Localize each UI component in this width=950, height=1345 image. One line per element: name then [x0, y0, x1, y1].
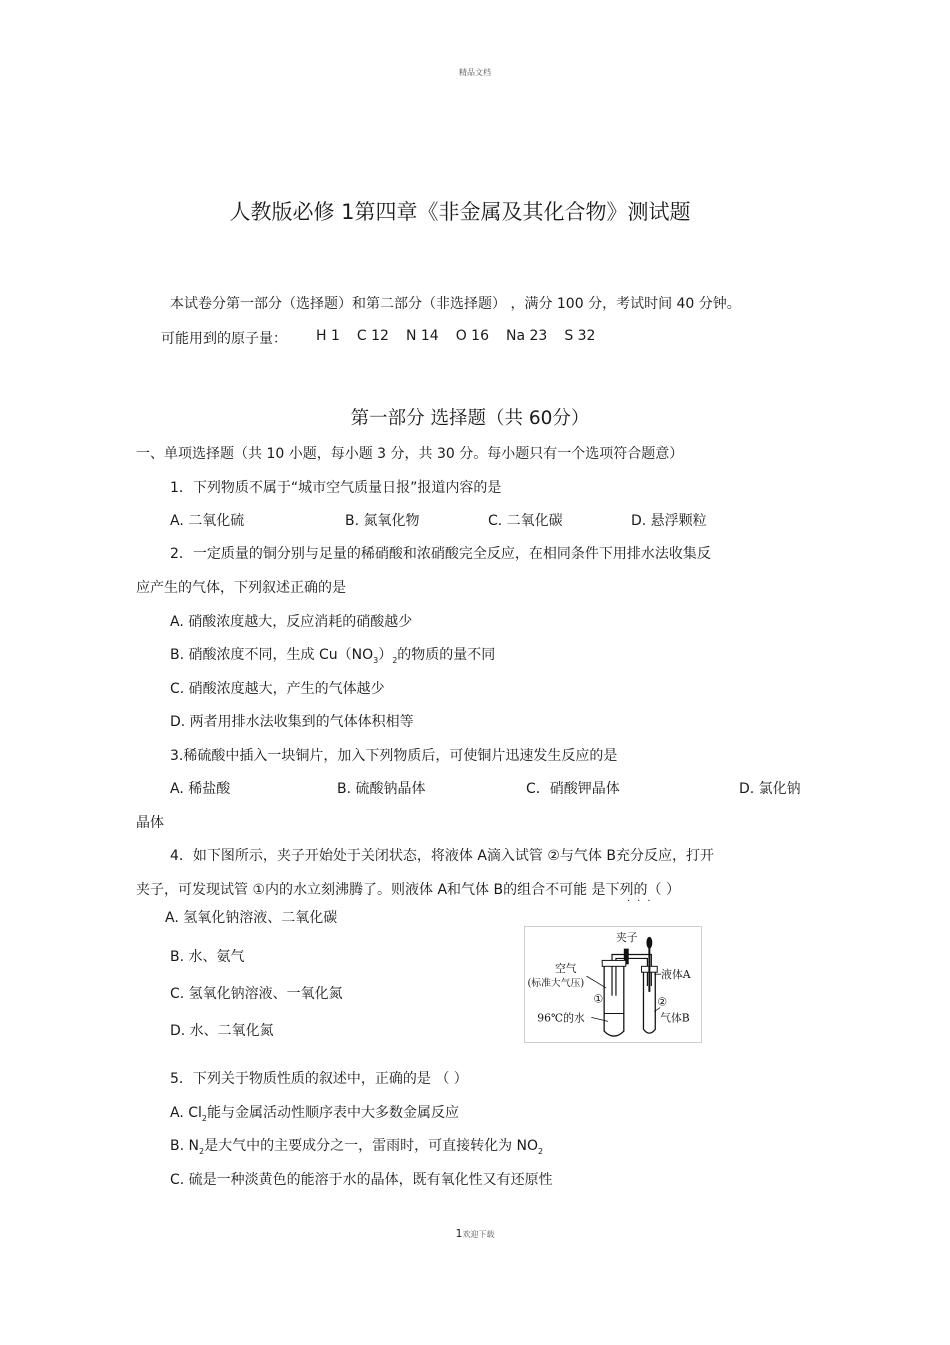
label-tube-2: ② [657, 995, 667, 1009]
atomic-mass-label: 可能用到的原子量： [161, 331, 287, 347]
q5-option-b [170, 1135, 543, 1156]
q2-option-b [170, 644, 495, 665]
q3-option-d: D. 氯化钠 [739, 781, 801, 797]
page-number: 1 [455, 1227, 463, 1240]
intro-line: 本试卷分第一部分（选择题）和第二部分（非选择题） ，满分 100 分，考试时间 40 分钟。 [170, 296, 741, 312]
q2-stem-line2: 应产生的气体，下列叙述正确的是 [136, 580, 346, 596]
q4-option-a: A. 氢氧化钠溶液、二氧化碳 [165, 910, 338, 926]
q5-option-c: C. 硫是一种淡黄色的能溶于水的晶体，既有氧化性又有还原性 [170, 1172, 553, 1188]
label-air: 空气 [555, 962, 577, 976]
mass-n: N 14 [405, 328, 439, 344]
label-gas-b: 气体B [660, 1011, 690, 1025]
q2-stem-line1: 2．一定质量的铜分别与足量的稀硝酸和浓硝酸完全反应，在相同条件下用排水法收集反 [170, 546, 711, 562]
q3-option-d-wrap: 晶体 [136, 815, 164, 831]
mass-c: C 12 [356, 328, 389, 344]
label-tube-1: ① [593, 992, 604, 1006]
apparatus-diagram [525, 927, 701, 1042]
label-clip: 夹子 [615, 930, 638, 944]
q3-option-b: B. 硫酸钠晶体 [337, 781, 426, 797]
q4-stem-line1: 4．如下图所示，夹子开始处于关闭状态，将液体 A滴入试管 ②与气体 B充分反应，打开 [170, 848, 714, 864]
q4-option-c: C. 氢氧化钠溶液、一氧化氮 [170, 986, 343, 1002]
q1-option-a: A. 二氧化硫 [170, 513, 245, 529]
q5-option-b-end: 是大气中的主要成分之一，雷雨时，可直接转化为 NO [204, 1138, 539, 1154]
part-heading: 一、单项选择题（共 10 小题，每小题 3 分，共 30 分。每小题只有一个选项符合题意） [136, 446, 684, 462]
label-liquid-a: 液体A [661, 968, 691, 982]
q5-option-a [170, 1102, 459, 1123]
mass-na: Na 23 [505, 328, 548, 344]
q3-stem: 3.稀硫酸中插入一块铜片，加入下列物质后，可使铜片迅速发生反应的是 [170, 748, 618, 764]
q1-option-c: C. 二氧化碳 [488, 513, 563, 529]
q5-option-a-sub: 2 [201, 1113, 207, 1123]
label-water: 96℃的水 [537, 1011, 585, 1025]
air-leader [586, 976, 606, 988]
atomic-mass-list [316, 328, 595, 344]
q2-option-c: C. 硝酸浓度越大，产生的气体越少 [170, 681, 385, 697]
q1-stem: 1．下列物质不属于“城市空气质量日报”报道内容的是 [170, 480, 502, 496]
footer-text: 欢迎下载 [462, 1230, 495, 1239]
apparatus-figure [524, 926, 702, 1043]
section-title: 第一部分 选择题（共 60分） [350, 408, 590, 429]
water-leader [591, 1017, 608, 1021]
q2-option-b-paren: ） [378, 647, 393, 663]
q5-option-b-sub: 2 [198, 1146, 205, 1156]
q2-option-a: A. 硝酸浓度越大，反应消耗的硝酸越少 [170, 614, 413, 630]
q3-option-a: A. 稀盐酸 [170, 781, 231, 797]
q1-option-d: D. 悬浮颗粒 [631, 513, 707, 529]
exam-title: 人教版必修 1第四章《非金属及其化合物》测试题 [229, 200, 691, 224]
mass-s: S 32 [564, 328, 596, 344]
q5-option-a-text: A. Cl [170, 1105, 202, 1121]
q5-option-b-text: B. N [170, 1138, 199, 1154]
q2-option-b-end: 的物质的量不同 [397, 647, 496, 663]
q5-stem: 5．下列关于物质性质的叙述中，正确的是 （ ） [170, 1071, 468, 1087]
dropper-bulb [646, 937, 652, 949]
test-tube-1 [604, 964, 624, 1036]
q5-option-a-end: 能与金属活动性顺序表中大多数金属反应 [207, 1105, 459, 1121]
q1-option-b: B. 氮氧化物 [345, 513, 420, 529]
mass-h: H 1 [316, 328, 340, 344]
q2-option-b-text: B. 硝酸浓度不同，生成 Cu（NO [170, 647, 374, 663]
emphasis-dots: ··· [627, 896, 658, 907]
q3-option-c: C．硝酸钾晶体 [526, 781, 620, 797]
q5-option-b-sub2: 2 [538, 1146, 544, 1156]
q4-stem-line2: 夹子，可发现试管 ①内的水立刻沸腾了。则液体 A和气体 B的组合不可能 是下列的（ ） [136, 882, 680, 898]
page-footer [0, 1227, 950, 1240]
label-std-pressure: (标准大气压) [527, 977, 585, 989]
q4-option-b: B. 水、氨气 [170, 949, 245, 965]
mass-o: O 16 [455, 328, 489, 344]
q2-option-b-sub: 3 [373, 655, 379, 665]
q4-option-d: D. 水、二氧化氮 [170, 1023, 274, 1039]
q2-option-d: D. 两者用排水法收集到的气体体积相等 [170, 714, 414, 730]
page-header: 精品文档 [459, 68, 491, 77]
q2-option-b-sub2: 2 [392, 655, 398, 665]
stopper-1 [602, 960, 626, 966]
